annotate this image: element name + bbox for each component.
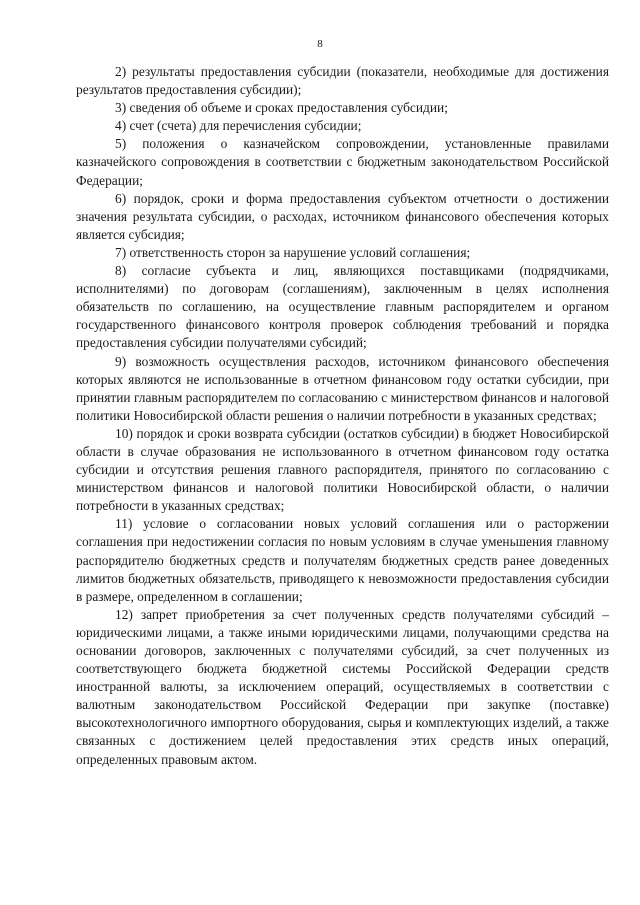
paragraph-item-3: 3) сведения об объеме и сроках предоставления субсидии; bbox=[115, 100, 448, 116]
paragraph-item-12: 12) запрет приобретения за счет полученных средств получателями субсидий – юридическими лицами, а также иными юридическими лицами, получающими средства на основании договоров, заключенных с получателями субсидий, за счет полученных из соответствующего бюджета бюджетной системы Российской Федерации средств иностранной валюты, за исключением операций, осуществляемых в соответствии с валютным законодательством Российской Федерации при закупке (поставке) высокотехнологичного импортного оборудования, сырья и комплектующих изделий, а также связанных с достижением целей предоставления этих средств иных операций, определенных правовым актом. bbox=[76, 606, 609, 767]
document-body bbox=[76, 63, 609, 769]
paragraph-item-10: 10) порядок и сроки возврата субсидии (остатков субсидии) в бюджет Новосибирской области в случае образования не использованного в отчетном финансовом году остатка субсидии и отсутствия решения главного распорядителя, принятого по согласованию с министерством финансов и налоговой политики Новосибирской области, о наличии потребности в указанных средствах; bbox=[76, 425, 609, 514]
paragraph-item-8: 8) согласие субъекта и лиц, являющихся поставщиками (подрядчиками, исполнителями) по договорам (соглашениям), заключенным в целях исполнения обязательств по соглашению, на осуществление главным распорядителем и органом государственного финансового контроля проверок соблюдения требований и порядка предоставления субсидии получателями субсидий; bbox=[76, 263, 609, 351]
paragraph-item-9: 9) возможность осуществления расходов, источником финансового обеспечения которых являются не использованные в отчетном финансовом году остатки субсидии, при принятии главным распорядителем по согласованию с министерством финансов и налоговой политики Новосибирской области решения о наличии потребности в указанных средствах; bbox=[76, 353, 609, 423]
paragraph-item-11: 11) условие о согласовании новых условий соглашения или о расторжении соглашения при недостижении согласия по новым условиям в случае уменьшения главному распорядителю бюджетных средств и получателям бюджетных средств ранее доведенных лимитов бюджетных обязательств, приводящего к невозможности предоставления субсидии в размере, определенном в соглашении; bbox=[76, 516, 609, 604]
page-number: 8 bbox=[317, 38, 323, 50]
paragraph-item-5: 5) положения о казначейском сопровождении, установленные правилами казначейского сопровождения в соответствии с бюджетным законодательством Российской Федерации; bbox=[76, 136, 609, 188]
paragraph-item-2: 2) результаты предоставления субсидии (показатели, необходимые для достижения результатов предоставления субсидии); bbox=[76, 64, 609, 98]
paragraph-item-4: 4) счет (счета) для перечисления субсидии; bbox=[115, 118, 362, 134]
paragraph-item-6: 6) порядок, сроки и форма предоставления субъектом отчетности о достижении значения результата субсидии, о расходах, источником финансового обеспечения которых является субсидия; bbox=[76, 190, 609, 242]
paragraph-item-7: 7) ответственность сторон за нарушение условий соглашения; bbox=[115, 244, 471, 260]
